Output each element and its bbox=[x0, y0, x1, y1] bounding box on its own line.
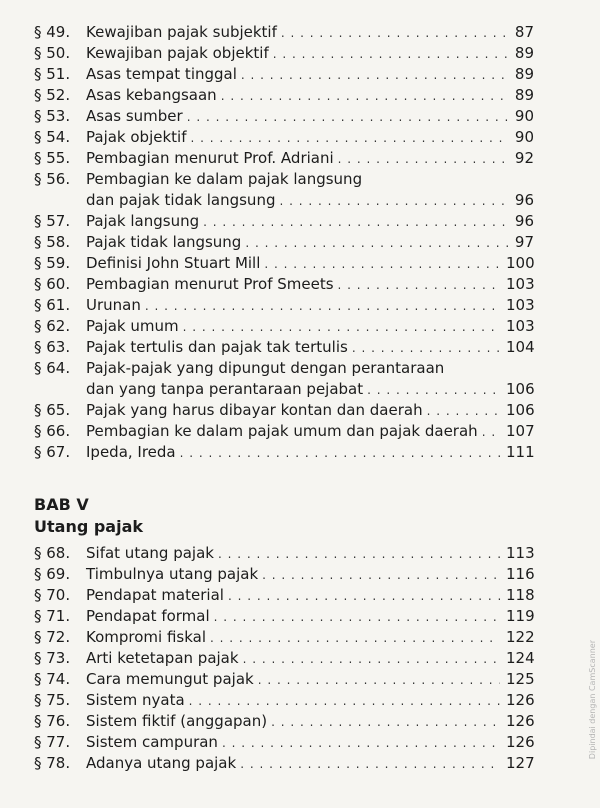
entry-title: Sistem nyata bbox=[86, 691, 185, 709]
section-number: § 71. bbox=[34, 607, 71, 625]
toc-entry bbox=[34, 585, 534, 606]
section-number: § 61. bbox=[34, 296, 71, 314]
page-number: 103 bbox=[506, 296, 535, 314]
page-number: 107 bbox=[506, 422, 535, 440]
toc-entry bbox=[34, 43, 534, 64]
entry-title: Pembagian menurut Prof Smeets bbox=[86, 275, 334, 293]
section-number: § 66. bbox=[34, 422, 71, 440]
page-number: 126 bbox=[506, 691, 535, 709]
page-number: 96 bbox=[514, 212, 534, 230]
toc-entry bbox=[34, 669, 534, 690]
toc-entry bbox=[34, 316, 534, 337]
toc-entry bbox=[34, 442, 534, 463]
toc-entry bbox=[34, 85, 534, 106]
entry-title: Pembagian menurut Prof. Adriani bbox=[86, 149, 334, 167]
toc-entry bbox=[34, 732, 534, 753]
toc-entry bbox=[34, 648, 534, 669]
dot-leader bbox=[271, 712, 500, 733]
toc-entry bbox=[34, 564, 534, 585]
dot-leader bbox=[338, 275, 500, 296]
section-number: § 59. bbox=[34, 254, 71, 272]
toc-entry bbox=[34, 106, 534, 127]
toc-entry bbox=[34, 148, 534, 169]
entry-title: Timbulnya utang pajak bbox=[86, 565, 259, 583]
section-number: § 70. bbox=[34, 586, 71, 604]
dot-leader bbox=[279, 191, 508, 212]
toc-entry bbox=[34, 711, 534, 732]
toc-entry bbox=[34, 127, 534, 148]
dot-leader bbox=[241, 65, 509, 86]
page-number: 103 bbox=[506, 317, 535, 335]
chapter-label: BAB V bbox=[34, 495, 89, 514]
dot-leader bbox=[221, 86, 509, 107]
page-number: 118 bbox=[506, 586, 535, 604]
dot-leader bbox=[222, 733, 500, 754]
toc-entry bbox=[34, 169, 534, 211]
toc-list-part1 bbox=[34, 22, 534, 463]
toc-entry bbox=[34, 211, 534, 232]
page-number: 122 bbox=[506, 628, 535, 646]
page-number: 87 bbox=[514, 23, 534, 41]
page-number: 103 bbox=[506, 275, 535, 293]
section-number: § 72. bbox=[34, 628, 71, 646]
toc-list-part2 bbox=[34, 543, 534, 774]
dot-leader bbox=[191, 128, 509, 149]
section-number: § 51. bbox=[34, 65, 71, 83]
entry-title: Asas sumber bbox=[86, 107, 183, 125]
entry-title-continued: dan pajak tidak langsung bbox=[86, 191, 276, 209]
page-number: 92 bbox=[514, 149, 534, 167]
section-number: § 50. bbox=[34, 44, 71, 62]
dot-leader bbox=[338, 149, 509, 170]
entry-title: Kompromi fiskal bbox=[86, 628, 207, 646]
dot-leader bbox=[427, 401, 500, 422]
section-number: § 69. bbox=[34, 565, 71, 583]
page-number: 97 bbox=[514, 233, 534, 251]
chapter-title: Utang pajak bbox=[34, 517, 144, 536]
entry-title: Definisi John Stuart Mill bbox=[86, 254, 261, 272]
page-number: 125 bbox=[506, 670, 535, 688]
toc-entry bbox=[34, 606, 534, 627]
dot-leader bbox=[245, 233, 509, 254]
dot-leader bbox=[367, 380, 500, 401]
page-number: 127 bbox=[506, 754, 535, 772]
entry-title: Pajak langsung bbox=[86, 212, 200, 230]
toc-entry bbox=[34, 295, 534, 316]
dot-leader bbox=[189, 691, 500, 712]
entry-title-continued: dan yang tanpa perantaraan pejabat bbox=[86, 380, 364, 398]
toc-entry bbox=[34, 690, 534, 711]
dot-leader bbox=[210, 628, 500, 649]
page-number: 89 bbox=[514, 86, 534, 104]
section-number: § 73. bbox=[34, 649, 71, 667]
page-number: 89 bbox=[514, 65, 534, 83]
dot-leader bbox=[183, 317, 500, 338]
dot-leader bbox=[352, 338, 500, 359]
dot-leader bbox=[187, 107, 509, 128]
toc-entry bbox=[34, 421, 534, 442]
entry-title: Ipeda, Ireda bbox=[86, 443, 176, 461]
section-number: § 49. bbox=[34, 23, 71, 41]
dot-leader bbox=[218, 544, 500, 565]
page-number: 113 bbox=[506, 544, 535, 562]
toc-entry bbox=[34, 358, 534, 400]
page-number: 104 bbox=[506, 338, 535, 356]
section-number: § 54. bbox=[34, 128, 71, 146]
section-number: § 53. bbox=[34, 107, 71, 125]
section-number: § 64. bbox=[34, 359, 71, 377]
section-number: § 56. bbox=[34, 170, 71, 188]
entry-title: Asas tempat tinggal bbox=[86, 65, 237, 83]
page-number: 111 bbox=[506, 443, 535, 461]
toc-entry bbox=[34, 64, 534, 85]
dot-leader bbox=[264, 254, 500, 275]
page-number: 100 bbox=[506, 254, 535, 272]
toc-entry bbox=[34, 337, 534, 358]
entry-title: Sifat utang pajak bbox=[86, 544, 214, 562]
dot-leader bbox=[243, 649, 500, 670]
entry-title: Sistem campuran bbox=[86, 733, 218, 751]
toc-entry bbox=[34, 22, 534, 43]
section-number: § 77. bbox=[34, 733, 71, 751]
dot-leader bbox=[180, 443, 500, 464]
section-number: § 74. bbox=[34, 670, 71, 688]
dot-leader bbox=[258, 670, 500, 691]
entry-title: Pendapat formal bbox=[86, 607, 210, 625]
page-number: 126 bbox=[506, 712, 535, 730]
page-number: 90 bbox=[514, 128, 534, 146]
section-number: § 76. bbox=[34, 712, 71, 730]
scanner-watermark: Dipindai dengan CamScanner bbox=[588, 640, 597, 760]
entry-title: Pajak umum bbox=[86, 317, 179, 335]
section-number: § 67. bbox=[34, 443, 71, 461]
entry-title: Kewajiban pajak objektif bbox=[86, 44, 269, 62]
section-number: § 78. bbox=[34, 754, 71, 772]
section-number: § 62. bbox=[34, 317, 71, 335]
entry-title: Pajak objektif bbox=[86, 128, 187, 146]
toc-entry bbox=[34, 232, 534, 253]
dot-leader bbox=[228, 586, 500, 607]
toc-entry bbox=[34, 274, 534, 295]
section-number: § 68. bbox=[34, 544, 71, 562]
dot-leader bbox=[240, 754, 500, 775]
dot-leader bbox=[145, 296, 500, 317]
page-number: 124 bbox=[506, 649, 535, 667]
toc-entry bbox=[34, 753, 534, 774]
page-number: 89 bbox=[514, 44, 534, 62]
dot-leader bbox=[281, 23, 509, 44]
entry-title: Urunan bbox=[86, 296, 141, 314]
entry-title: Pembagian ke dalam pajak langsung bbox=[86, 170, 363, 188]
section-number: § 63. bbox=[34, 338, 71, 356]
page-number: 90 bbox=[514, 107, 534, 125]
toc-entry bbox=[34, 627, 534, 648]
toc-entry bbox=[34, 253, 534, 274]
section-number: § 75. bbox=[34, 691, 71, 709]
dot-leader bbox=[203, 212, 509, 233]
dot-leader bbox=[214, 607, 500, 628]
entry-title: Pembagian ke dalam pajak umum dan pajak daerah bbox=[86, 422, 478, 440]
section-number: § 60. bbox=[34, 275, 71, 293]
entry-title: Pajak tertulis dan pajak tak tertulis bbox=[86, 338, 348, 356]
page-number: 106 bbox=[506, 380, 535, 398]
page-number: 126 bbox=[506, 733, 535, 751]
entry-title: Pajak-pajak yang dipungut dengan perantaraan bbox=[86, 359, 445, 377]
section-number: § 55. bbox=[34, 149, 71, 167]
dot-leader bbox=[482, 422, 500, 443]
entry-title: Arti ketetapan pajak bbox=[86, 649, 239, 667]
dot-leader bbox=[262, 565, 500, 586]
section-number: § 58. bbox=[34, 233, 71, 251]
entry-title: Sistem fiktif (anggapan) bbox=[86, 712, 268, 730]
page-number: 96 bbox=[514, 191, 534, 209]
chapter-heading bbox=[34, 494, 143, 538]
section-number: § 52. bbox=[34, 86, 71, 104]
section-number: § 57. bbox=[34, 212, 71, 230]
entry-title: Pajak tidak langsung bbox=[86, 233, 242, 251]
entry-title: Pajak yang harus dibayar kontan dan daerah bbox=[86, 401, 423, 419]
toc-entry bbox=[34, 543, 534, 564]
entry-title: Cara memungut pajak bbox=[86, 670, 254, 688]
section-number: § 65. bbox=[34, 401, 71, 419]
page-number: 119 bbox=[506, 607, 535, 625]
page-number: 106 bbox=[506, 401, 535, 419]
toc-entry bbox=[34, 400, 534, 421]
entry-title: Pendapat material bbox=[86, 586, 224, 604]
page-number: 116 bbox=[506, 565, 535, 583]
entry-title: Asas kebangsaan bbox=[86, 86, 217, 104]
entry-title: Adanya utang pajak bbox=[86, 754, 237, 772]
entry-title: Kewajiban pajak subjektif bbox=[86, 23, 277, 41]
dot-leader bbox=[273, 44, 509, 65]
